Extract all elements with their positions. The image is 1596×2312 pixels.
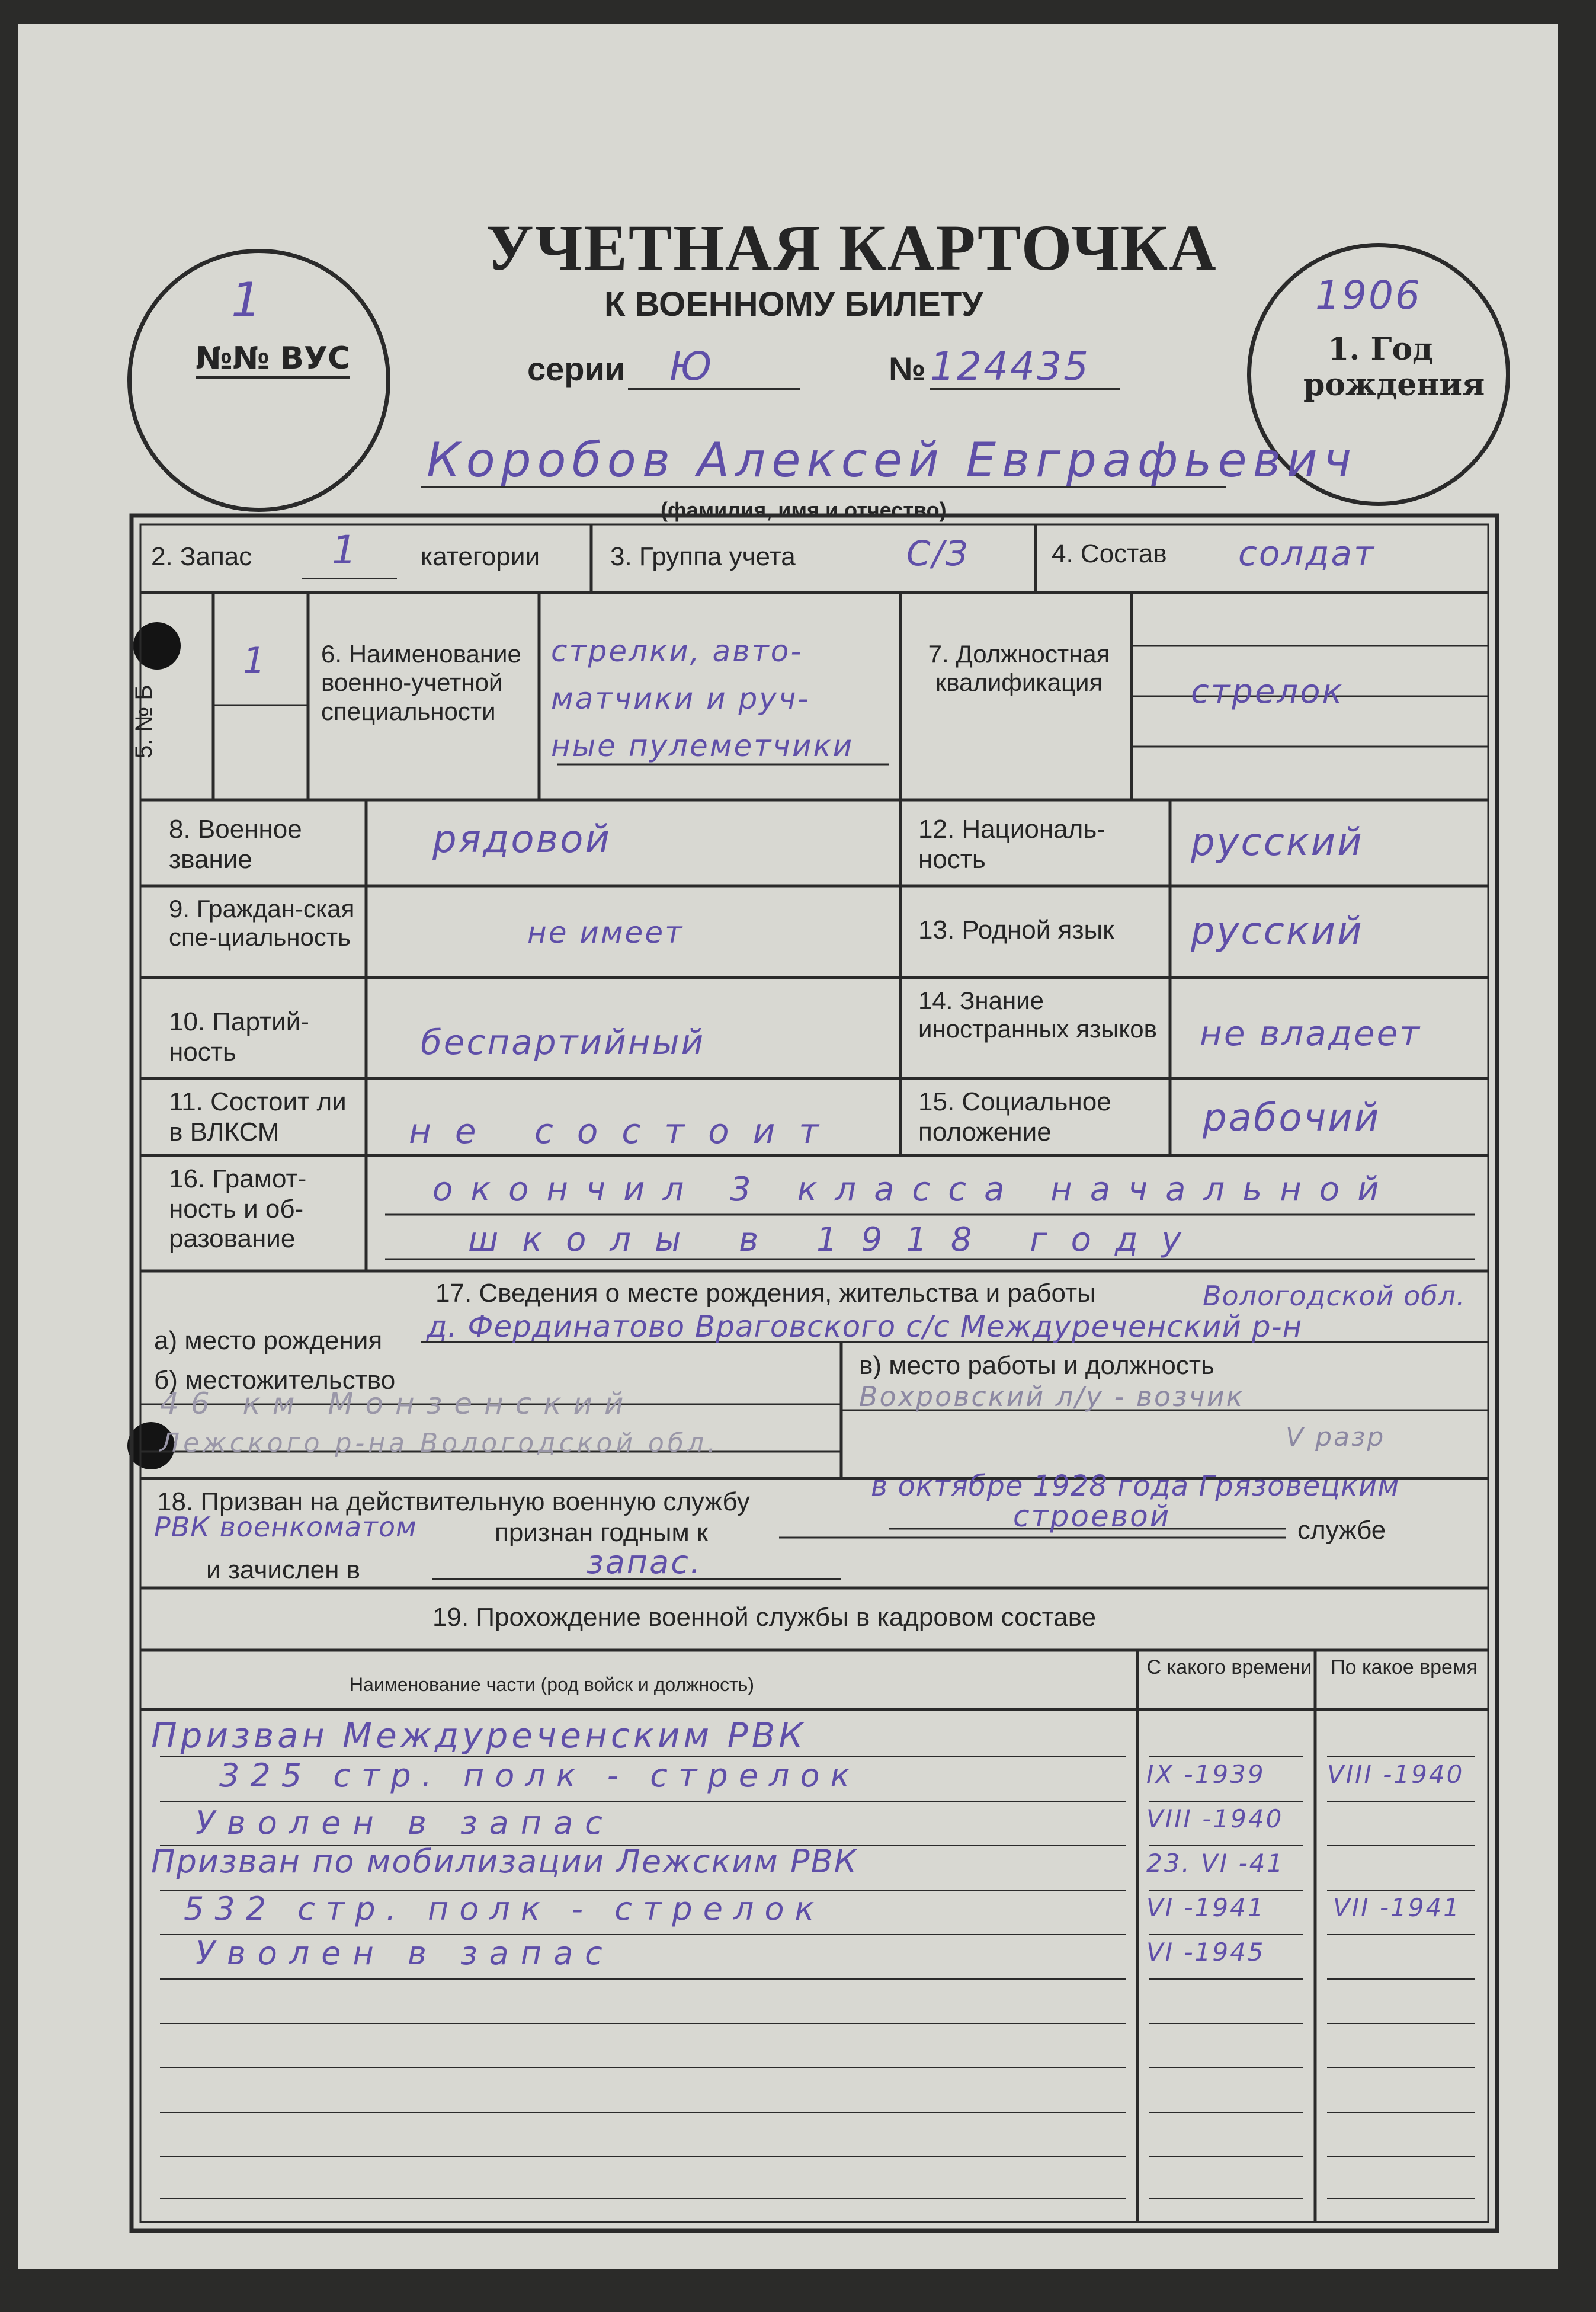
education-value-2: школы в 1918 году [468, 1221, 1205, 1259]
service-row-to: VIII -1940 [1327, 1760, 1464, 1789]
service-row-unit: 325 стр. полк - стрелок [219, 1757, 861, 1794]
service-row-to: VII -1941 [1333, 1893, 1461, 1922]
enlisted-value: запас. [587, 1544, 703, 1581]
position-label: 7. Должностная квалификация [928, 640, 1110, 697]
education-label: 16. Грамот-ность и об-разование [169, 1164, 307, 1254]
service-row-unit: Уволен в запас [196, 1804, 614, 1842]
birth-year-label: 1. Год рождения [1303, 331, 1485, 403]
series-number-label: 5. № Б [131, 684, 157, 758]
composition-label: 4. Состав [1052, 539, 1167, 568]
reserve-label: 2. Запас [151, 542, 252, 571]
work-value-2: V разр [1286, 1422, 1386, 1452]
fit-label: признан годным к [495, 1518, 709, 1547]
service-row-from: IX -1939 [1146, 1760, 1265, 1789]
party-label: 10. Партий-ность [169, 1007, 309, 1067]
residence-value-2: Лежского р-на Вологодской обл. [160, 1428, 720, 1458]
birth-place-value-1: Вологодской обл. [1203, 1280, 1466, 1312]
series-value: Ю [669, 344, 714, 389]
service-row-from: VI -1941 [1146, 1893, 1265, 1922]
foreign-languages-label: 14. Знание иностранных языков [918, 987, 1157, 1043]
group-label: 3. Группа учета [610, 542, 796, 571]
service-row-unit: Призван по мобилизации Лежским РВК [151, 1843, 858, 1880]
residence-value-1: 46 км Монзенский [160, 1386, 636, 1421]
social-status-label: 15. Социальное положение [918, 1087, 1111, 1147]
civil-specialty-value: не имеет [527, 915, 684, 950]
section17-title: 17. Сведения о месте рождения, жительства и работы [435, 1279, 1096, 1308]
series-number-value: 1 [243, 640, 268, 681]
full-name-caption: (фамилия, имя и отчество) [661, 498, 947, 522]
vus-label: №№ ВУС [196, 341, 350, 379]
foreign-languages-value: не владеет [1200, 1013, 1422, 1053]
called-label: 18. Призван на действительную военную службу [157, 1487, 750, 1516]
enlisted-label: и зачислен в [206, 1555, 361, 1584]
education-value-1: окончил 3 класса начальной [432, 1170, 1397, 1209]
section19-title: 19. Прохождение военной службы в кадровом составе [432, 1603, 1097, 1632]
civil-specialty-label: 9. Граждан-ская спе-циальность [169, 895, 355, 952]
service-row-unit: 532 стр. полк - стрелок [184, 1890, 825, 1927]
specialty-value-3: ные пулеметчики [551, 729, 854, 763]
specialty-label: 6. Наименование военно-учетной специальности [321, 640, 521, 725]
reserve-value: 1 [332, 527, 358, 573]
vus-value: 1 [231, 273, 263, 328]
position-value: стрелок [1191, 673, 1344, 711]
card-title: УЧЕТНАЯ КАРТОЧКА [486, 212, 1217, 284]
group-value: С/З [906, 533, 970, 574]
nationality-label: 12. Националь-ность [918, 815, 1105, 874]
number-value: 124435 [930, 344, 1090, 389]
service-row-unit: Призван Междуреченским РВК [151, 1715, 807, 1756]
fit-value: строевой [1013, 1499, 1171, 1533]
rank-value: рядовой [432, 818, 611, 862]
service-label: службе [1297, 1516, 1386, 1545]
service-row-from: 23. VI -41 [1146, 1849, 1285, 1878]
rvk-value: РВК военкоматом [154, 1511, 417, 1543]
nationality-value: русский [1191, 821, 1364, 864]
category-label: категории [421, 542, 540, 571]
birth-place-label: а) место рождения [154, 1326, 383, 1355]
native-language-value: русский [1191, 910, 1364, 953]
rank-label: 8. Военное звание [169, 815, 302, 874]
party-value: беспартийный [421, 1022, 706, 1062]
native-language-label: 13. Родной язык [918, 915, 1114, 944]
vlksm-label: 11. Состоит ли в ВЛКСМ [169, 1087, 347, 1147]
col-from-header: С какого времени [1146, 1656, 1312, 1679]
composition-value: солдат [1238, 533, 1376, 574]
residence-label: б) местожительство [154, 1366, 396, 1395]
service-row-from: VI -1945 [1146, 1938, 1265, 1967]
col-to-header: По какое время [1331, 1656, 1478, 1679]
service-row-unit: Уволен в запас [196, 1935, 614, 1972]
reserve-line [302, 578, 397, 579]
card-subtitle: К ВОЕННОМУ БИЛЕТУ [604, 285, 983, 324]
vlksm-value: не состоит [409, 1111, 843, 1151]
col-unit-header: Наименование части (род войск и должность) [350, 1674, 754, 1695]
series-label: серии [527, 350, 626, 388]
number-label: № [889, 350, 926, 388]
work-label: в) место работы и должность [859, 1351, 1214, 1380]
specialty-value-1: стрелки, авто- [551, 634, 803, 668]
specialty-value-2: матчики и руч- [551, 681, 810, 716]
social-status-value: рабочий [1203, 1096, 1381, 1140]
registration-card [18, 24, 1558, 2269]
birth-year-value: 1906 [1315, 273, 1422, 318]
service-row-from: VIII -1940 [1146, 1804, 1284, 1833]
called-value: в октябре 1928 года Грязовецким [871, 1469, 1400, 1503]
birth-place-value-2: д. Фердинатово Враговского с/с Междуреченский р-н [427, 1309, 1303, 1344]
full-name-value: Коробов Алексей Евграфьевич [427, 433, 1358, 488]
work-value-1: Вохровский л/у - возчик [859, 1381, 1245, 1413]
